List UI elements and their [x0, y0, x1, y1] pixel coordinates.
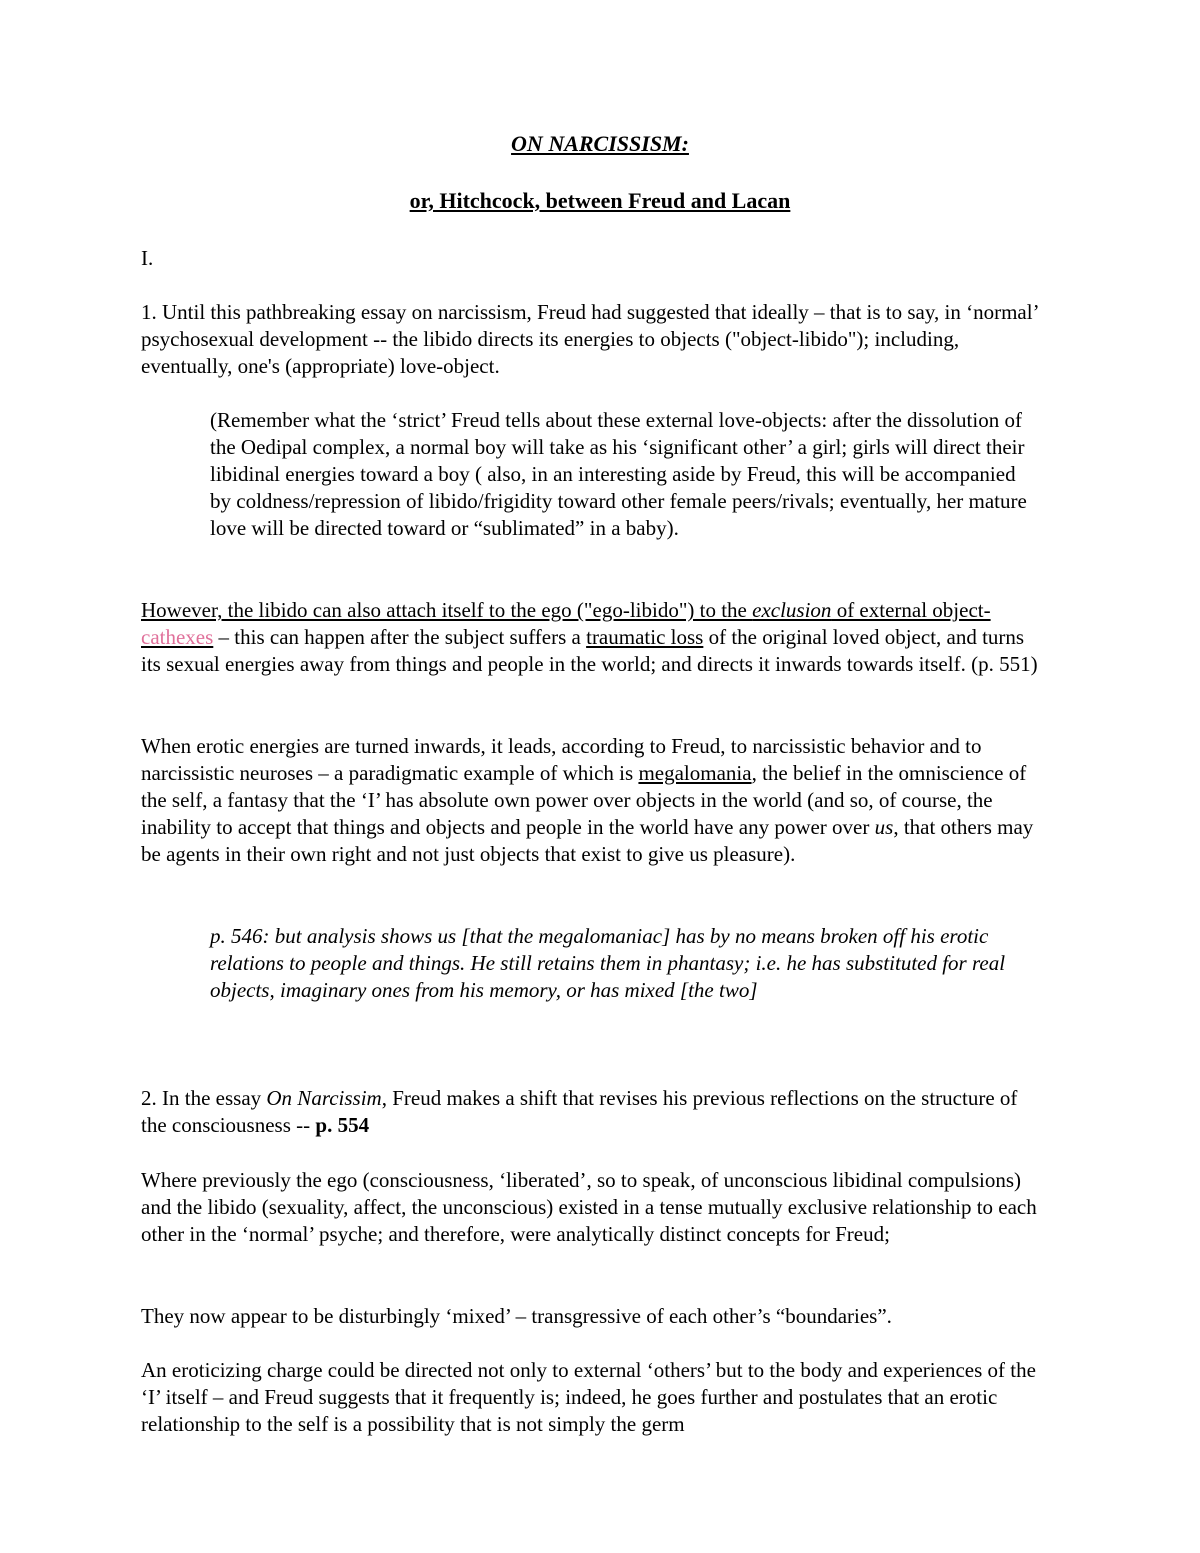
- p4-emphasis: us: [874, 815, 894, 839]
- p3-text: – this can happen after the subject suffers a: [213, 625, 587, 649]
- p4-text-3: , that others may be agents in their own right and not just objects that exist to give us pleasure).: [141, 815, 1034, 866]
- p3-highlighted-word: cathexes: [141, 625, 214, 649]
- p4-text: When erotic energies are turned inwards, it leads, according to Freud, to narcissistic behavior and to narcissistic neuroses – a paradigmatic example of which is: [141, 734, 982, 785]
- paragraph-5-quote: p. 546: but analysis shows us [that the megalomaniac] has by no means broken off his erotic relations to people and things. He still retains them in phantasy; i.e. he has substituted for real objects, imaginary ones from his memory, or has mixed [the two]: [210, 924, 1006, 1002]
- paragraph-9: An eroticizing charge could be directed not only to external ‘others’ but to the body and experiences of the ‘I’ itself – and Freud suggests that it frequently is; indeed, he goes further and postulates that an erotic relationship to the self is a possibility that is not simply the germ: [141, 1358, 1036, 1436]
- document-subtitle: or, Hitchcock, between Freud and Lacan: [409, 188, 791, 213]
- p6-text-2: , Freud makes a shift that revises his previous reflections on the structure of the consciousness --: [141, 1086, 1018, 1137]
- paragraph-3: [141, 597, 1041, 678]
- paragraph-2-indented: (Remember what the ‘strict’ Freud tells about these external love-objects: after the dissolution of the Oedipal complex, a normal boy will take as his ‘significant other’ a girl; girls will direct their libidinal energies toward a boy ( also, in an interesting aside by Freud, this will be accompanied by coldness/repression of libido/frigidity toward other female peers/rivals; eventually, her mature love will be directed toward or “sublimated” in a baby).: [210, 408, 1027, 540]
- paragraph-7: Where previously the ego (consciousness, ‘liberated’, so to speak, of unconscious libidinal compulsions) and the libido (sexuality, affect, the unconscious) existed in a tense mutually exclusive relationship to each other in the ‘normal’ psyche; and therefore, were analytically distinct concepts for Freud;: [141, 1168, 1037, 1246]
- p3-emphasis: exclusion: [752, 598, 832, 622]
- paragraph-4: [141, 733, 1041, 868]
- paragraph-1: 1. Until this pathbreaking essay on narcissism, Freud had suggested that ideally – that is to say, in ‘normal’ psychosexual development -- the libido directs its energies to objects ("object-libido"); including, eventually, one's (appropriate) love-object.: [141, 300, 1039, 378]
- p6-page-ref: p. 554: [315, 1113, 370, 1137]
- p3-underlined-text: However, the libido can also attach itself to the ego ("ego-libido") to the: [141, 598, 753, 622]
- p4-underlined-term: megalomania: [638, 761, 752, 785]
- paragraph-6: [141, 1085, 1041, 1139]
- document-title: ON NARCISSISM:: [511, 131, 689, 156]
- p6-title: On Narcissim: [266, 1086, 382, 1110]
- paragraph-8: They now appear to be disturbingly ‘mixed’ – transgressive of each other’s “boundaries”.: [141, 1304, 892, 1328]
- p3-text-2: of the original loved object, and turns its sexual energies away from things and people in the world; and directs it inwards towards itself. (p. 551): [141, 625, 1038, 676]
- p3-underlined-phrase: traumatic loss: [586, 625, 704, 649]
- p4-text-2: , the belief in the omniscience of the self, a fantasy that the ‘I’ has absolute own power over objects in the world (and so, of course, the inability to accept that things and objects and people in the world have any power over: [141, 761, 1027, 839]
- p6-text: 2. In the essay: [141, 1086, 267, 1110]
- section-heading: I.: [141, 246, 154, 270]
- p3-underlined-text-2: of external object-: [831, 598, 991, 622]
